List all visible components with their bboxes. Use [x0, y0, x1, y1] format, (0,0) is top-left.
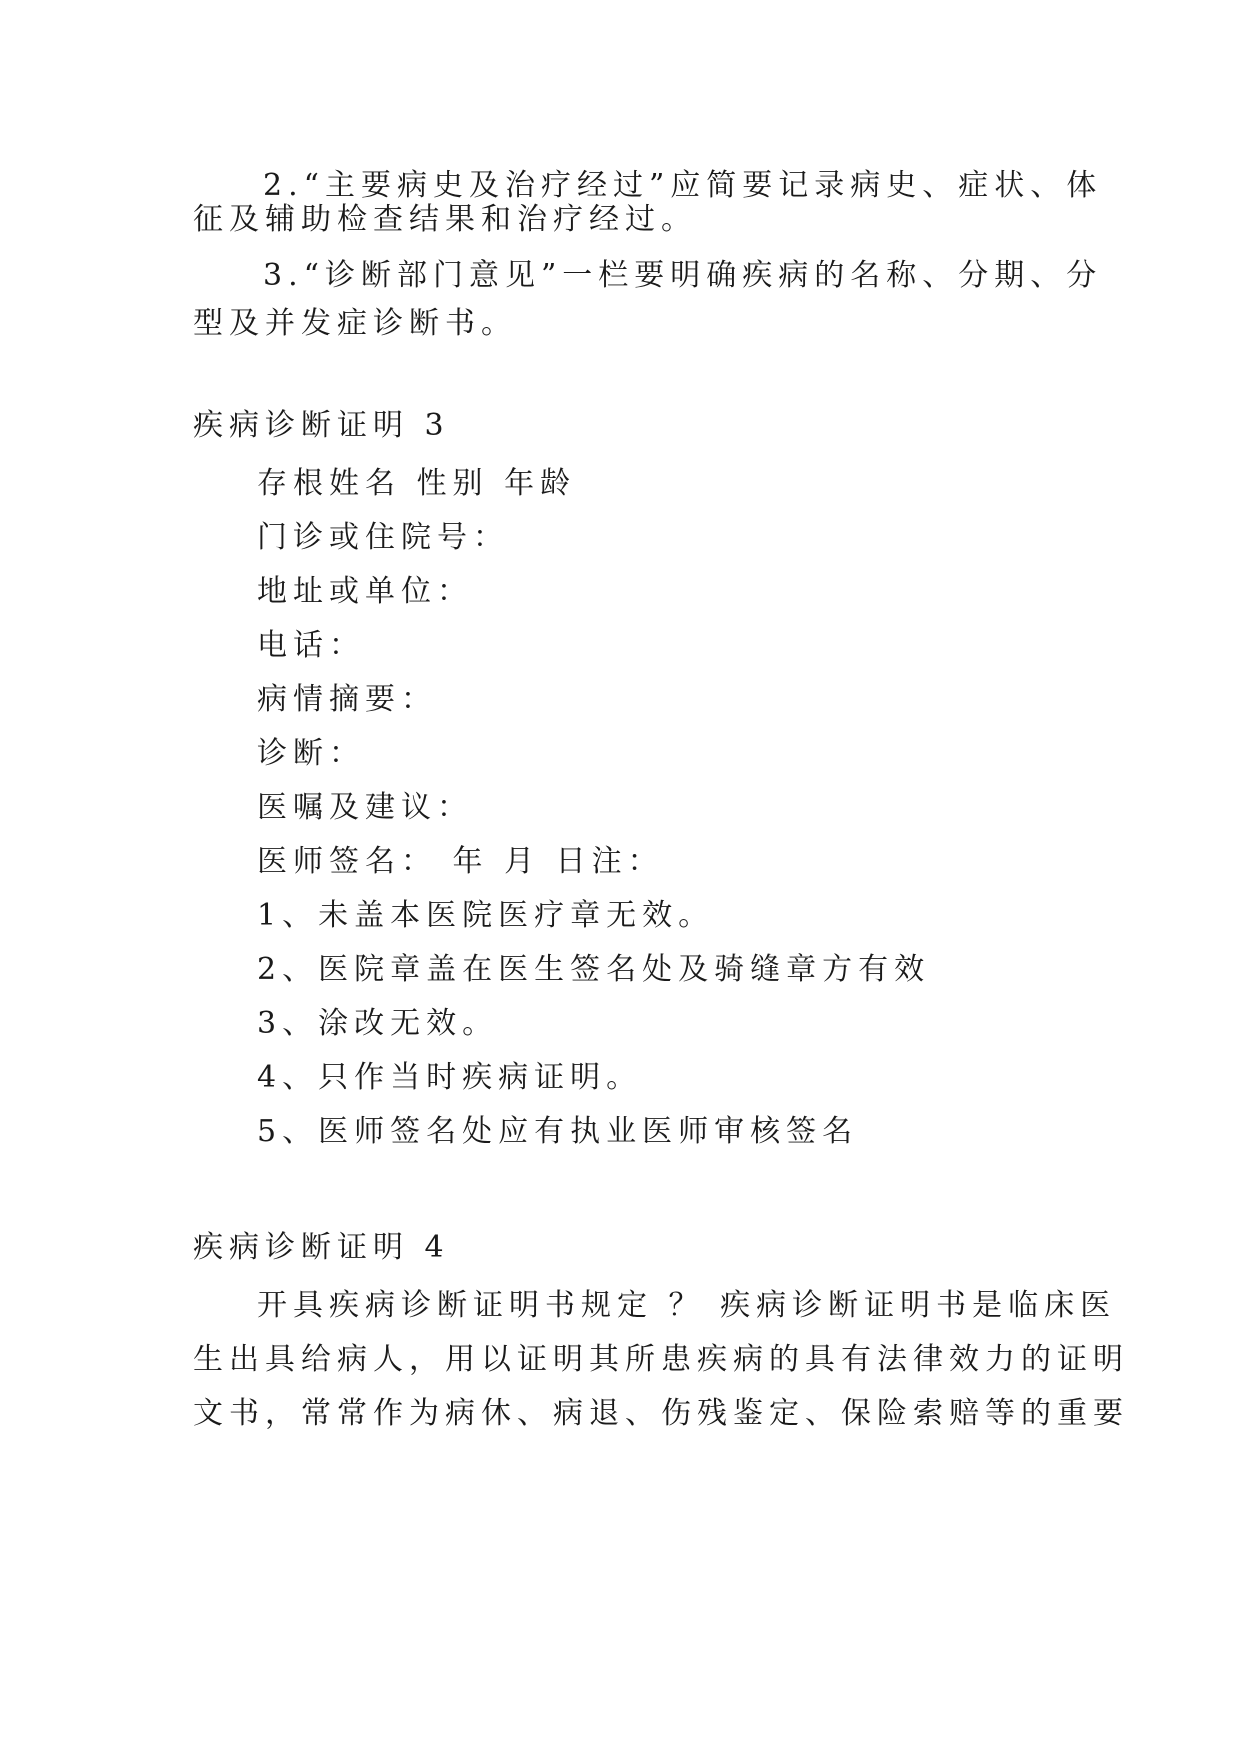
intro-item2-line2: 征及辅助检查结果和治疗经过。 [193, 202, 697, 237]
intro-item2-line1: 2.“主要病史及治疗经过”应简要记录病史、症状、体 [263, 168, 1103, 203]
section3-note: 5、医师签名处应有执业医师审核签名 [257, 1114, 859, 1149]
section4-para-line2: 生出具给病人，用以证明其所患疾病的具有法律效力的证明 [193, 1342, 1129, 1377]
section3-line: 病情摘要： [257, 682, 437, 717]
section3-note: 3、涂改无效。 [257, 1006, 499, 1041]
section4-para-line1: 开具疾病诊断证明书规定 ？ 疾病诊断证明书是临床医 [257, 1288, 1117, 1323]
section3-line: 诊断： [257, 736, 365, 771]
intro-item3-line2: 型及并发症诊断书。 [193, 306, 517, 341]
section3-line: 医师签名： 年 月 日注： [257, 844, 664, 879]
section3-line: 地址或单位： [257, 574, 473, 609]
section3-note: 2、医院章盖在医生签名处及骑缝章方有效 [257, 952, 931, 987]
section3-line: 电话： [257, 628, 365, 663]
section3-line: 医嘱及建议： [257, 790, 473, 825]
section4-para-line3: 文书，常常作为病休、病退、伤残鉴定、保险索赔等的重要 [193, 1396, 1129, 1431]
section3-line: 门诊或住院号： [257, 520, 509, 555]
intro-item3-line1: 3.“诊断部门意见”一栏要明确疾病的名称、分期、分 [263, 258, 1103, 293]
section4-heading: 疾病诊断证明 4 [193, 1230, 450, 1265]
section3-note: 1、未盖本医院医疗章无效。 [257, 898, 715, 933]
section3-heading: 疾病诊断证明 3 [193, 408, 450, 443]
section3-note: 4、只作当时疾病证明。 [257, 1060, 643, 1095]
section3-line: 存根姓名 性别 年龄 [257, 466, 577, 501]
